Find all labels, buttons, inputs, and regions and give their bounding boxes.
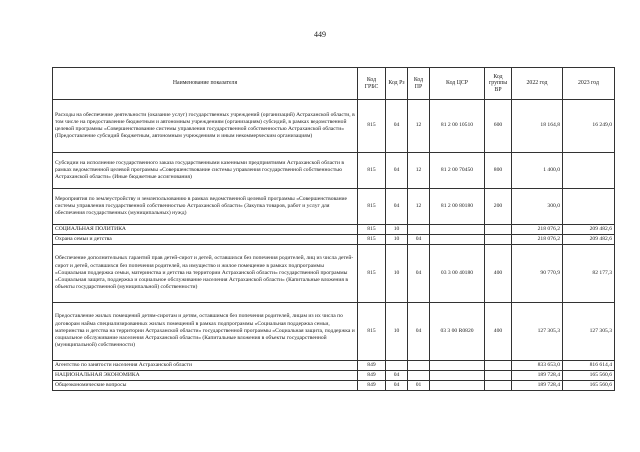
row-name: Расходы на обеспечение деятельности (оказание услуг) государственных учреждений (организаций) Астраханской области, в том числе на предоставление бюджетным и автономным учреждениям (организациям) субсидий, в рамках ведомственной целевой программы «Совершенствование системы управления государственной собственностью Астраханской области» (Предоставление субсидий бюджетным, автономным учреждениям и иным некоммерческим организациям) xyxy=(53,100,358,153)
row-grbs: 815 xyxy=(358,235,386,245)
row-grbs: 849 xyxy=(358,361,386,371)
row-rz: 10 xyxy=(386,303,408,361)
row-2023: 165 560,6 xyxy=(563,381,615,391)
row-name: Субсидии на исполнение государственного заказа государственными казенными предприятиями Астраханской области в рамках ведомственной целевой программы «Совершенствование системы управления государственной собственностью Астраханской области» (Иные бюджетные ассигнования) xyxy=(53,153,358,189)
row-csr xyxy=(430,225,485,235)
row-2023: 209 482,6 xyxy=(563,235,615,245)
row-name: СОЦИАЛЬНАЯ ПОЛИТИКА xyxy=(53,225,358,235)
row-2023: 209 482,6 xyxy=(563,225,615,235)
row-2022: 218 076,2 xyxy=(512,235,563,245)
row-csr: 03 3 00 40180 xyxy=(430,245,485,303)
row-2022: 1 400,0 xyxy=(512,153,563,189)
row-2022: 218 076,2 xyxy=(512,225,563,235)
table-row xyxy=(53,361,615,371)
table-row xyxy=(53,245,615,303)
row-2022: 189 728,4 xyxy=(512,371,563,381)
row-grbs: 815 xyxy=(358,245,386,303)
col-header-2023: 2023 год xyxy=(563,68,615,100)
table-row xyxy=(53,100,615,153)
table-row xyxy=(53,225,615,235)
row-2023: 127 305,3 xyxy=(563,303,615,361)
row-pr: 04 xyxy=(408,235,430,245)
row-csr xyxy=(430,371,485,381)
row-csr xyxy=(430,381,485,391)
row-pr: 01 xyxy=(408,381,430,391)
row-csr: 81 2 00 10510 xyxy=(430,100,485,153)
row-vr xyxy=(485,361,512,371)
row-vr xyxy=(485,225,512,235)
row-grbs: 815 xyxy=(358,153,386,189)
row-csr xyxy=(430,361,485,371)
row-rz: 10 xyxy=(386,245,408,303)
row-name: Мероприятия по землеустройству и землепользованию в рамках ведомственной целевой программы «Совершенствование системы управления государственной собственностью Астраханской области» (Закупка товаров, работ и услуг для обеспечения государственных (муниципальных) нужд) xyxy=(53,189,358,225)
col-header-vr: Код группы ВР xyxy=(485,68,512,100)
row-pr: 04 xyxy=(408,245,430,303)
table-header-row xyxy=(53,68,615,100)
row-name: Предоставление жилых помещений детям-сиротам и детям, оставшимся без попечения родителей, лицам из их числа по договорам найма специализированных жилых помещений в рамках подпрограммы «Социальная поддержка семьи, материнства и детства на территории Астраханской области» государственной программы «Социальная защита, поддержка и социальное обслуживание населения Астраханской области» (Капитальные вложения в объекты государственной (муниципальной) собственности) xyxy=(53,303,358,361)
row-2022: 833 653,0 xyxy=(512,361,563,371)
table-row xyxy=(53,381,615,391)
row-2023 xyxy=(563,189,615,225)
row-2022: 300,0 xyxy=(512,189,563,225)
row-grbs: 815 xyxy=(358,100,386,153)
col-header-csr: Код ЦСР xyxy=(430,68,485,100)
row-vr xyxy=(485,381,512,391)
table-row xyxy=(53,303,615,361)
row-2023: 816 614,4 xyxy=(563,361,615,371)
row-grbs: 815 xyxy=(358,189,386,225)
col-header-pr: Код ПР xyxy=(408,68,430,100)
col-header-rz: Код Рз xyxy=(386,68,408,100)
col-header-name: Наименование показателя xyxy=(53,68,358,100)
row-vr: 600 xyxy=(485,100,512,153)
row-grbs: 815 xyxy=(358,303,386,361)
row-2022: 18 164,8 xyxy=(512,100,563,153)
row-csr: 81 2 00 70450 xyxy=(430,153,485,189)
row-csr: 03 3 00 R0820 xyxy=(430,303,485,361)
budget-table xyxy=(52,67,615,391)
row-rz: 10 xyxy=(386,235,408,245)
row-name: Обеспечение дополнительных гарантий прав детей-сирот и детей, оставшихся без попечения родителей, лиц из числа детей-сирот и детей, оставшихся без попечения родителей, на имущество и жилое помещение в рамках подпрограммы «Социальная поддержка семьи, материнства и детства на территории Астраханской области» государственной программы «Социальная защита, поддержка и социальное обслуживание населения Астраханской области» (Капитальные вложения в объекты государственной (муниципальной) собственности) xyxy=(53,245,358,303)
row-2023: 82 177,3 xyxy=(563,245,615,303)
row-rz: 10 xyxy=(386,225,408,235)
row-2023: 16 249,0 xyxy=(563,100,615,153)
row-name: Агентство по занятости населения Астраханской области xyxy=(53,361,358,371)
row-pr: 12 xyxy=(408,189,430,225)
row-pr xyxy=(408,361,430,371)
row-2022: 90 770,9 xyxy=(512,245,563,303)
row-vr xyxy=(485,235,512,245)
row-pr xyxy=(408,371,430,381)
col-header-grbs: Код ГРБС xyxy=(358,68,386,100)
row-pr: 12 xyxy=(408,153,430,189)
row-2022: 189 728,4 xyxy=(512,381,563,391)
row-grbs: 849 xyxy=(358,371,386,381)
row-pr: 12 xyxy=(408,100,430,153)
row-grbs: 815 xyxy=(358,225,386,235)
table-row xyxy=(53,189,615,225)
row-vr xyxy=(485,371,512,381)
row-rz: 04 xyxy=(386,189,408,225)
row-name: Общеэкономические вопросы xyxy=(53,381,358,391)
table-row xyxy=(53,153,615,189)
row-rz: 04 xyxy=(386,153,408,189)
row-rz: 04 xyxy=(386,371,408,381)
row-csr xyxy=(430,235,485,245)
row-rz xyxy=(386,361,408,371)
row-rz: 04 xyxy=(386,100,408,153)
row-grbs: 849 xyxy=(358,381,386,391)
row-csr: 81 2 00 80180 xyxy=(430,189,485,225)
row-pr xyxy=(408,225,430,235)
table-row xyxy=(53,371,615,381)
row-name: Охрана семьи и детства xyxy=(53,235,358,245)
row-vr: 200 xyxy=(485,189,512,225)
row-vr: 400 xyxy=(485,303,512,361)
row-2022: 127 305,3 xyxy=(512,303,563,361)
row-vr: 800 xyxy=(485,153,512,189)
row-2023: 165 560,6 xyxy=(563,371,615,381)
col-header-2022: 2022 год xyxy=(512,68,563,100)
row-2023 xyxy=(563,153,615,189)
row-name: НАЦИОНАЛЬНАЯ ЭКОНОМИКА xyxy=(53,371,358,381)
row-vr: 400 xyxy=(485,245,512,303)
page-number: 449 xyxy=(314,30,326,39)
table-row xyxy=(53,235,615,245)
row-pr: 04 xyxy=(408,303,430,361)
row-rz: 04 xyxy=(386,381,408,391)
